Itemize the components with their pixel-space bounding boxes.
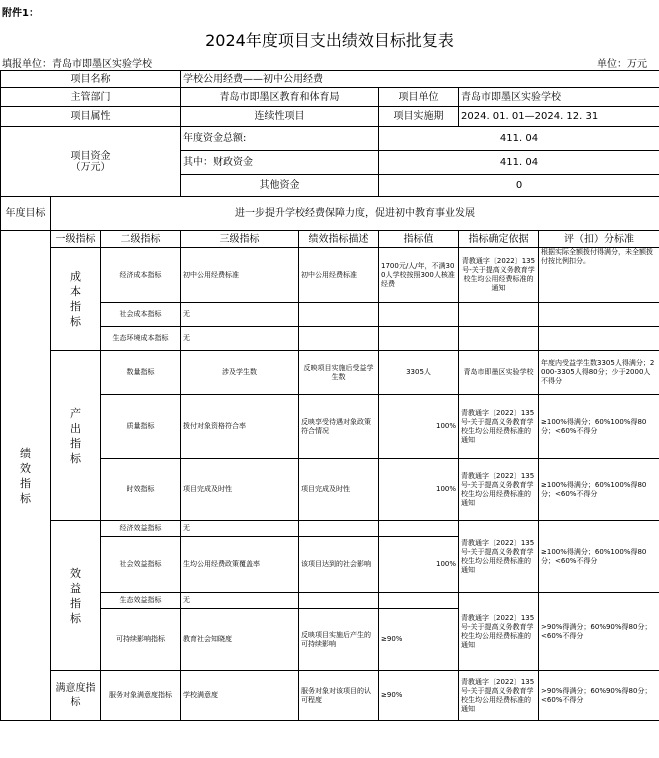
basis-cell: [459, 327, 539, 351]
level3-cell: 教育社会知晓度: [181, 609, 299, 671]
level2-cell: 时效指标: [101, 459, 181, 521]
level2-cell: 经济成本指标: [101, 248, 181, 303]
level3-cell: 拨付对象资格符合率: [181, 395, 299, 459]
table-row: [1, 248, 659, 303]
value-cell: 3305人: [379, 351, 459, 395]
fiscal-value: 411. 04: [379, 151, 659, 175]
row-funds-total: [1, 127, 659, 151]
satisfaction-indicator-group: 满意度指 标: [51, 671, 101, 721]
total-value: 411. 04: [379, 127, 659, 151]
score-cell: ≥100%得满分；60%100%得80分；<60%不得分: [539, 459, 659, 521]
level3-cell: 学校满意度: [181, 671, 299, 721]
score-cell: ≥100%得满分；60%100%得80分；<60%不得分: [539, 395, 659, 459]
basis-cell: 青教通字〔2022〕135号-关于提高义务教育学校生均公用经费标准的通知: [459, 671, 539, 721]
level3-cell: 无: [181, 327, 299, 351]
col-header: 二级指标: [101, 231, 181, 248]
other-label: 其他资金: [181, 175, 379, 197]
value-cell: 1700元/人/年，不满300人学校按照300人核准经费: [379, 248, 459, 303]
level2-cell: 可持续影响指标: [101, 609, 181, 671]
desc-cell: 反映项目实施后受益学生数: [299, 351, 379, 395]
goal-label: 年度目标: [1, 197, 51, 231]
attachment-label: 附件1：: [2, 8, 39, 19]
col-header: 绩效指标描述: [299, 231, 379, 248]
period-value: 2024. 01. 01—2024. 12. 31: [459, 107, 659, 127]
level3-cell: 无: [181, 593, 299, 609]
level2-cell: 服务对象满意度指标: [101, 671, 181, 721]
row-project-name: [1, 71, 659, 88]
level2-cell: 经济效益指标: [101, 521, 181, 537]
basis-cell: [459, 303, 539, 327]
level3-cell: 无: [181, 303, 299, 327]
score-cell: [539, 303, 659, 327]
total-label: 年度资金总额:: [181, 127, 379, 151]
table-row: [1, 351, 659, 395]
funds-label: 项目资金 （万元）: [1, 127, 181, 197]
fill-unit: 填报单位：青岛市即墨区实验学校: [2, 59, 152, 70]
table-row: [1, 521, 659, 537]
score-cell: ≥100%得满分；60%100%得80分；<60%不得分: [539, 521, 659, 593]
basis-cell: 青教通字〔2022〕135号-关于提高义务教育学校生均公用经费标准的通知: [459, 395, 539, 459]
desc-cell: [299, 521, 379, 537]
level2-cell: 社会效益指标: [101, 537, 181, 593]
value-cell: 100%: [379, 459, 459, 521]
cost-indicator-group: 成 本 指 标: [51, 248, 101, 351]
desc-cell: 初中公用经费标准: [299, 248, 379, 303]
desc-cell: 反映项目实施后产生的可持续影响: [299, 609, 379, 671]
row-project-dept: [1, 88, 659, 107]
row-project-attr: [1, 107, 659, 127]
col-header: 评（扣）分标准: [539, 231, 659, 248]
desc-cell: [299, 593, 379, 609]
level2-cell: 质量指标: [101, 395, 181, 459]
col-header: 一级指标: [51, 231, 101, 248]
desc-cell: 服务对象对该项目的认可程度: [299, 671, 379, 721]
score-cell: 年度内受益学生数3305人得满分；2000-3305人得80分；少于2000人不得分: [539, 351, 659, 395]
attr-value: 连续性项目: [181, 107, 379, 127]
level3-cell: 项目完成及时性: [181, 459, 299, 521]
level2-cell: 数量指标: [101, 351, 181, 395]
desc-cell: [299, 327, 379, 351]
performance-indicator-label: 绩 效 指 标: [1, 231, 51, 721]
value-cell: [379, 303, 459, 327]
value-cell: ≥90%: [379, 671, 459, 721]
desc-cell: 反映享受待遇对象政策符合情况: [299, 395, 379, 459]
col-header: 指标值: [379, 231, 459, 248]
fiscal-label: 其中：财政资金: [181, 151, 379, 175]
value-cell: [379, 327, 459, 351]
level3-cell: 生均公用经费政策覆盖率: [181, 537, 299, 593]
desc-cell: [299, 303, 379, 327]
col-header: 指标确定依据: [459, 231, 539, 248]
basis-cell: 青教通字〔2022〕135号-关于提高义务教育学校生均公用经费标准的通知: [459, 521, 539, 593]
project-name-value: 学校公用经费——初中公用经费: [181, 71, 659, 88]
indicator-header-row: [1, 231, 659, 248]
level3-cell: 初中公用经费标准: [181, 248, 299, 303]
basis-cell: 青教通字〔2022〕135号-关于提高义务教育学校生均公用经费标准的通知: [459, 248, 539, 303]
desc-cell: 该项目达到的社会影响: [299, 537, 379, 593]
row-annual-goal: [1, 197, 659, 231]
score-cell: [539, 327, 659, 351]
basis-cell: 青教通字〔2022〕135号-关于提高义务教育学校生均公用经费标准的通知: [459, 593, 539, 671]
dept-value: 青岛市即墨区教育和体育局: [181, 88, 379, 107]
value-cell: ≥90%: [379, 609, 459, 671]
period-label: 项目实施期: [379, 107, 459, 127]
level2-cell: 生态效益指标: [101, 593, 181, 609]
value-cell: [379, 521, 459, 537]
desc-cell: 项目完成及时性: [299, 459, 379, 521]
project-name-label: 项目名称: [1, 71, 181, 88]
level3-cell: 涉及学生数: [181, 351, 299, 395]
score-cell: >90%得满分；60%90%得80分；<60%不得分: [539, 593, 659, 671]
goal-value: 进一步提升学校经费保障力度，促进初中教育事业发展: [51, 197, 659, 231]
value-cell: 100%: [379, 537, 459, 593]
score-cell: >90%得满分；60%90%得80分；<60%不得分: [539, 671, 659, 721]
basis-cell: 青教通字〔2022〕135号-关于提高义务教育学校生均公用经费标准的通知: [459, 459, 539, 521]
value-cell: 100%: [379, 395, 459, 459]
table-row: [1, 671, 659, 721]
level3-cell: 无: [181, 521, 299, 537]
unit-value: 青岛市即墨区实验学校: [459, 88, 659, 107]
output-indicator-group: 产 出 指 标: [51, 351, 101, 521]
level2-cell: 生态环境成本指标: [101, 327, 181, 351]
dept-label: 主管部门: [1, 88, 181, 107]
basis-cell: 青岛市即墨区实验学校: [459, 351, 539, 395]
benefit-indicator-group: 效 益 指 标: [51, 521, 101, 671]
value-cell: [379, 593, 459, 609]
score-cell: 根据实际全额拨付得满分，未全额拨付按比例扣分。: [539, 248, 659, 303]
page-title: 2024年度项目支出绩效目标批复表: [205, 31, 454, 50]
unit-label: 项目单位: [379, 88, 459, 107]
attr-label: 项目属性: [1, 107, 181, 127]
performance-table: [0, 70, 659, 721]
level2-cell: 社会成本指标: [101, 303, 181, 327]
other-value: 0: [379, 175, 659, 197]
money-unit: 单位：万元: [597, 59, 647, 70]
col-header: 三级指标: [181, 231, 299, 248]
